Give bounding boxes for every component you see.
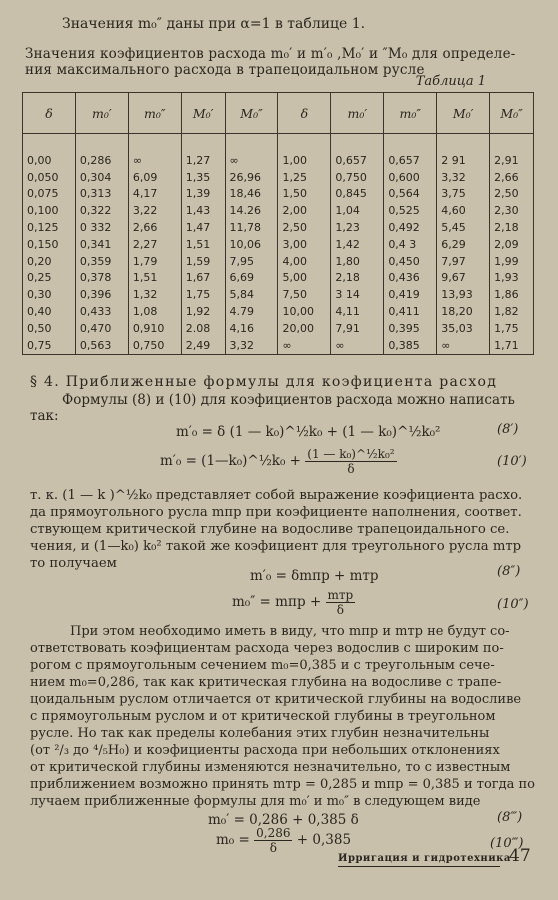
paragraph-3-line-1: При этом необходимо иметь в виду, что mпр и mтр не будут со- bbox=[70, 624, 510, 639]
table-cell: 0,470 bbox=[75, 320, 128, 337]
table-cell: 0,750 bbox=[128, 337, 181, 354]
table-cell: 6,09 bbox=[128, 169, 181, 186]
table-cell: 1,00 bbox=[278, 152, 331, 169]
table-row bbox=[23, 286, 534, 303]
table-cell: 1,39 bbox=[181, 186, 225, 203]
table-cell: 1,59 bbox=[181, 253, 225, 270]
paragraph-3-line-5: цоидальным руслом отличается от критической глубины на водосливе bbox=[30, 692, 522, 707]
table-cell: 2,91 bbox=[490, 152, 534, 169]
intro-text: Значения m₀″ даны при α=1 в таблице 1. bbox=[62, 16, 366, 32]
table-cell: 2,30 bbox=[490, 202, 534, 219]
table-cell: 6,69 bbox=[225, 270, 278, 287]
table-cell: 3 14 bbox=[331, 286, 384, 303]
table-cell: 7,97 bbox=[437, 253, 490, 270]
table-row bbox=[23, 320, 534, 337]
header-delta-2: δ bbox=[278, 93, 331, 134]
table-cell: ∞ bbox=[225, 152, 278, 169]
table-cell: 1,23 bbox=[331, 219, 384, 236]
equation-10-double-prime-numerator: mтр bbox=[327, 588, 354, 602]
table-cell: 0,359 bbox=[75, 253, 128, 270]
paragraph-3-line-10: приближением возможно принять mтр = 0,285 и mпр = 0,385 и тогда по bbox=[30, 777, 535, 792]
table-cell: 4,60 bbox=[437, 202, 490, 219]
table-cell: 0,378 bbox=[75, 270, 128, 287]
table-cell: 2,50 bbox=[278, 219, 331, 236]
table-cell: 2,27 bbox=[128, 236, 181, 253]
equation-8-prime-number: (8′) bbox=[497, 422, 519, 437]
table-cell: ∞ bbox=[437, 337, 490, 354]
equation-10-triple-prime-numerator: 0,286 bbox=[256, 826, 291, 840]
equation-10-double-prime-number: (10″) bbox=[497, 597, 529, 612]
equation-10-triple-prime-fraction bbox=[254, 826, 292, 855]
table-cell: 0,436 bbox=[384, 270, 437, 287]
table-cell: 3,75 bbox=[437, 186, 490, 203]
coefficients-table bbox=[22, 92, 534, 355]
table-cell: 0,411 bbox=[384, 303, 437, 320]
paragraph-3-line-4: нием m₀=0,286, так как критическая глубина на водосливе с трапе- bbox=[30, 675, 502, 690]
paragraph-2-line-2: да прямоугольного русла mпр при коэфициенте наполнения, соответ. bbox=[30, 505, 522, 520]
table-cell: 0,4 3 bbox=[384, 236, 437, 253]
table-cell: ∞ bbox=[278, 337, 331, 354]
table-row bbox=[23, 202, 534, 219]
table-cell: 0,100 bbox=[23, 202, 76, 219]
table-cell: 18,46 bbox=[225, 186, 278, 203]
table-cell: 2,66 bbox=[128, 219, 181, 236]
table-cell: 1,51 bbox=[128, 270, 181, 287]
table-cell: 3,00 bbox=[278, 236, 331, 253]
table-cell: 18,20 bbox=[437, 303, 490, 320]
equation-10-prime-number: (10′) bbox=[497, 454, 527, 469]
table-cell: 4,16 bbox=[225, 320, 278, 337]
table-cell: 0,304 bbox=[75, 169, 128, 186]
table-cell: 2.08 bbox=[181, 320, 225, 337]
table-cell: 2,00 bbox=[278, 202, 331, 219]
equation-8-triple-prime-number: (8‴) bbox=[497, 810, 523, 825]
table-cell: 0,322 bbox=[75, 202, 128, 219]
header-M0pp: M₀″ bbox=[225, 93, 278, 134]
table-row bbox=[23, 219, 534, 236]
paragraph-1-line-1: Формулы (8) и (10) для коэфициентов расхода можно написать bbox=[62, 392, 515, 408]
table-cell: 1,82 bbox=[490, 303, 534, 320]
table-cell: 1,92 bbox=[181, 303, 225, 320]
table-cell: 1,79 bbox=[128, 253, 181, 270]
footer-rule bbox=[338, 866, 500, 867]
header-M0p: M₀′ bbox=[181, 93, 225, 134]
table-cell: 1,32 bbox=[128, 286, 181, 303]
table-cell: 0,845 bbox=[331, 186, 384, 203]
table-cell: 0,396 bbox=[75, 286, 128, 303]
table-number: Таблица 1 bbox=[415, 74, 486, 89]
table-cell: 1,80 bbox=[331, 253, 384, 270]
table-cell: 10,06 bbox=[225, 236, 278, 253]
table-cell: 2,18 bbox=[490, 219, 534, 236]
paragraph-3-line-11: лучаем приближенные формулы для m₀′ и m₀″ в следующем виде bbox=[30, 794, 481, 809]
table-cell: 3,32 bbox=[437, 169, 490, 186]
table-cell: 1,93 bbox=[490, 270, 534, 287]
equation-10-prime-numerator: (1 — k₀)^½k₀² bbox=[307, 447, 395, 461]
table-cell: 1,75 bbox=[181, 286, 225, 303]
table-cell: 2,66 bbox=[490, 169, 534, 186]
table-cell: ∞ bbox=[128, 152, 181, 169]
paragraph-3-line-3: рогом с прямоугольным сечением m₀=0,385 и с треугольным сече- bbox=[30, 658, 495, 673]
table-cell: 0,25 bbox=[23, 270, 76, 287]
table-row bbox=[23, 152, 534, 169]
table-row bbox=[23, 236, 534, 253]
table-cell: 5,00 bbox=[278, 270, 331, 287]
table-cell: 0,910 bbox=[128, 320, 181, 337]
table-cell: 1,47 bbox=[181, 219, 225, 236]
paragraph-3-line-8: (от ²/₃ до ⁴/₅H₀) и коэфициенты расхода при небольших отклонениях bbox=[30, 743, 500, 758]
equation-10-triple-prime-denominator: δ bbox=[269, 841, 277, 855]
table-row bbox=[23, 186, 534, 203]
table-cell: 0,433 bbox=[75, 303, 128, 320]
table-cell: 2,09 bbox=[490, 236, 534, 253]
table-cell: 7,95 bbox=[225, 253, 278, 270]
table-cell: 0,564 bbox=[384, 186, 437, 203]
table-cell: 2 91 bbox=[437, 152, 490, 169]
table-cell: 14.26 bbox=[225, 202, 278, 219]
header-delta: δ bbox=[23, 93, 76, 134]
equation-10-triple-prime bbox=[216, 826, 351, 855]
equation-10-prime-fraction bbox=[305, 447, 396, 476]
header-m0pp: m₀″ bbox=[128, 93, 181, 134]
table-cell: 1,35 bbox=[181, 169, 225, 186]
table-cell: 1,43 bbox=[181, 202, 225, 219]
equation-10-double-prime-lhs: m₀″ = mпр + bbox=[232, 594, 322, 610]
table-row bbox=[23, 169, 534, 186]
paragraph-2-line-4: чения, и (1—k₀) k₀² такой же коэфициент для треугольного русла mтр bbox=[30, 539, 522, 554]
table-cell: ∞ bbox=[331, 337, 384, 354]
equation-10-triple-prime-number: (10‴) bbox=[490, 836, 524, 851]
table-caption-line1: Значения коэфициентов расхода m₀′ и m′₀ ,M₀′ и ″M₀ для определе- bbox=[25, 46, 516, 62]
equation-10-double-prime-fraction bbox=[326, 588, 356, 617]
table-cell: 2,50 bbox=[490, 186, 534, 203]
header-m0p-2: m₀′ bbox=[331, 93, 384, 134]
table-cell: 0,00 bbox=[23, 152, 76, 169]
table-cell: 2,49 bbox=[181, 337, 225, 354]
page-number: 47 bbox=[509, 846, 531, 866]
equation-8-double-prime: m′₀ = δmпр + mтр bbox=[250, 568, 379, 584]
table-cell: 1,51 bbox=[181, 236, 225, 253]
table-cell: 2,18 bbox=[331, 270, 384, 287]
table-cell: 0,50 bbox=[23, 320, 76, 337]
table-cell: 26,96 bbox=[225, 169, 278, 186]
section-heading: § 4. Приближенные формулы для коэфициента расход bbox=[30, 374, 498, 390]
table-cell: 0,40 bbox=[23, 303, 76, 320]
paragraph-3-line-6: с прямоугольным руслом и от критической глубины в треугольном bbox=[30, 709, 496, 724]
table-cell: 0,150 bbox=[23, 236, 76, 253]
table-cell: 1,75 bbox=[490, 320, 534, 337]
table-cell: 0,657 bbox=[331, 152, 384, 169]
table-cell: 0,341 bbox=[75, 236, 128, 253]
equation-10-prime-lhs: m′₀ = (1—k₀)^½k₀ + bbox=[160, 453, 301, 469]
paragraph-2-line-5: то получаем bbox=[30, 556, 117, 571]
table-cell: 0 332 bbox=[75, 219, 128, 236]
table-spacer-row bbox=[23, 134, 534, 153]
table-cell: 0,20 bbox=[23, 253, 76, 270]
paragraph-3-line-9: от критической глубины изменяются незначительно, то с известным bbox=[30, 760, 511, 775]
table-cell: 1,67 bbox=[181, 270, 225, 287]
table-cell: 7,50 bbox=[278, 286, 331, 303]
table-cell: 3,22 bbox=[128, 202, 181, 219]
table-cell: 0,050 bbox=[23, 169, 76, 186]
equation-10-double-prime-denominator: δ bbox=[336, 603, 344, 617]
table-caption-line2: ния максимального расхода в трапецоидальном русле bbox=[25, 62, 425, 78]
table-cell: 0,750 bbox=[331, 169, 384, 186]
header-m0pp-2: m₀″ bbox=[384, 93, 437, 134]
table-cell: 5,84 bbox=[225, 286, 278, 303]
equation-8-triple-prime: m₀′ = 0,286 + 0,385 δ bbox=[208, 812, 359, 828]
table-cell: 0,563 bbox=[75, 337, 128, 354]
table-cell: 0,657 bbox=[384, 152, 437, 169]
equation-10-triple-prime-lhs: m₀ = bbox=[216, 832, 250, 848]
table-header-row bbox=[23, 93, 534, 134]
table-cell: 35,03 bbox=[437, 320, 490, 337]
paragraph-2-line-3: ствующем критической глубине на водосливе трапецоидального се. bbox=[30, 522, 510, 537]
equation-10-prime bbox=[160, 447, 397, 476]
table-cell: 1,99 bbox=[490, 253, 534, 270]
table-cell: 0,395 bbox=[384, 320, 437, 337]
table-cell: 0,419 bbox=[384, 286, 437, 303]
table-row bbox=[23, 253, 534, 270]
paragraph-2-line-1: т. к. (1 — k )^½k₀ представляет собой выражение коэфициента расхо. bbox=[30, 488, 523, 503]
table-cell: 0,313 bbox=[75, 186, 128, 203]
table-cell: 9,67 bbox=[437, 270, 490, 287]
table-row bbox=[23, 303, 534, 320]
table-cell: 4,11 bbox=[331, 303, 384, 320]
table-cell: 1,04 bbox=[331, 202, 384, 219]
table-body bbox=[23, 134, 534, 355]
table-cell: 20,00 bbox=[278, 320, 331, 337]
table-cell: 0,30 bbox=[23, 286, 76, 303]
equation-8-prime: m′₀ = δ (1 — k₀)^½k₀ + (1 — k₀)^½k₀² bbox=[176, 424, 441, 440]
table-cell: 4,17 bbox=[128, 186, 181, 203]
table-cell: 0,286 bbox=[75, 152, 128, 169]
equation-8-double-prime-number: (8″) bbox=[497, 564, 521, 579]
paragraph-3-line-7: русле. Но так как пределы колебания этих глубин незначительны bbox=[30, 726, 490, 741]
header-M0p-2: M₀′ bbox=[437, 93, 490, 134]
table-cell: 0,75 bbox=[23, 337, 76, 354]
table-cell: 0,125 bbox=[23, 219, 76, 236]
table-cell: 6,29 bbox=[437, 236, 490, 253]
table-cell: 0,450 bbox=[384, 253, 437, 270]
table-cell: 0,075 bbox=[23, 186, 76, 203]
table-cell: 7,91 bbox=[331, 320, 384, 337]
journal-footer: Ирригация и гидротехника bbox=[338, 853, 511, 864]
equation-10-triple-prime-rhs: + 0,385 bbox=[296, 832, 352, 848]
header-m0p: m₀′ bbox=[75, 93, 128, 134]
table-row bbox=[23, 270, 534, 287]
table-cell: 13,93 bbox=[437, 286, 490, 303]
table-cell: 3,32 bbox=[225, 337, 278, 354]
table-cell: 10,00 bbox=[278, 303, 331, 320]
table-cell: 1,50 bbox=[278, 186, 331, 203]
table-cell: 4.79 bbox=[225, 303, 278, 320]
table-cell: 1,42 bbox=[331, 236, 384, 253]
table-cell: 1,71 bbox=[490, 337, 534, 354]
paragraph-3-line-2: ответствовать коэфициентам расхода через водослив с широким по- bbox=[30, 641, 504, 656]
paragraph-1-line-2: так: bbox=[30, 408, 59, 424]
table-cell: 5,45 bbox=[437, 219, 490, 236]
table-cell: 1,27 bbox=[181, 152, 225, 169]
equation-10-double-prime bbox=[232, 588, 355, 617]
table-cell: 0,385 bbox=[384, 337, 437, 354]
table-cell: 0,492 bbox=[384, 219, 437, 236]
table-row bbox=[23, 337, 534, 354]
table-cell: 0,525 bbox=[384, 202, 437, 219]
table-cell: 11,78 bbox=[225, 219, 278, 236]
table-cell: 1,08 bbox=[128, 303, 181, 320]
header-M0pp-2: M₀″ bbox=[490, 93, 534, 134]
equation-10-prime-denominator: δ bbox=[347, 462, 355, 476]
table-cell: 4,00 bbox=[278, 253, 331, 270]
table-cell: 1,86 bbox=[490, 286, 534, 303]
table-cell: 0,600 bbox=[384, 169, 437, 186]
table-cell: 1,25 bbox=[278, 169, 331, 186]
